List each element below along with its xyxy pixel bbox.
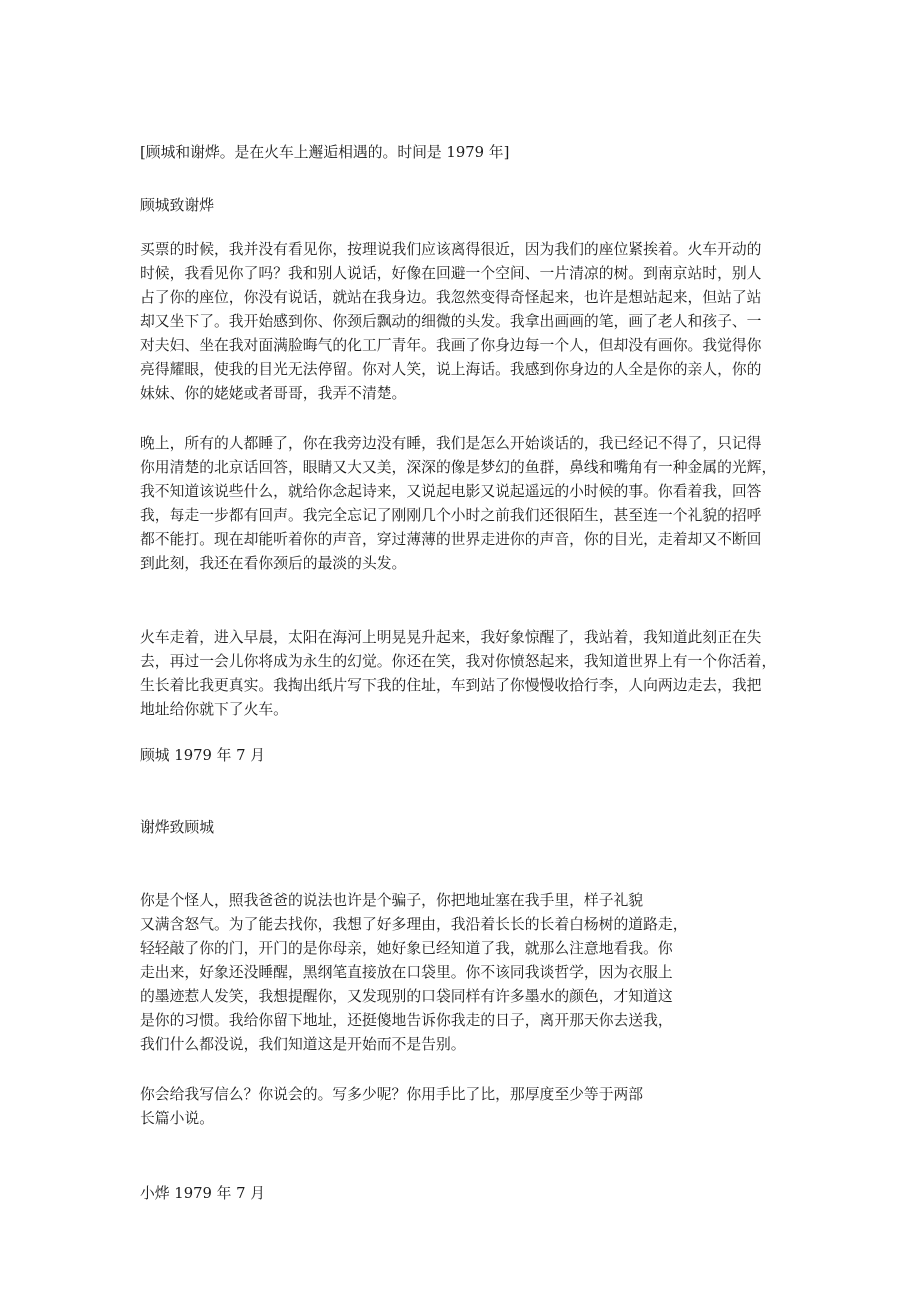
letter2-title: 谢烨致顾城 — [140, 819, 214, 836]
letter2-p1-line: 走出来，好象还没睡醒，黑纲笔直接放在口袋里。你不该同我谈哲学，因为衣服上 — [140, 964, 673, 981]
letter2-p1-line: 又满含怒气。为了能去找你，我想了好多理由，我沿着长长的长着白杨树的道路走， — [140, 916, 688, 933]
letter1-p2-line: 我，每走一步都有回声。我完全忘记了刚刚几个小时之前我们还很陌生，甚至连一个礼貌的招呼 — [140, 507, 762, 524]
letter2-signature: 小烨 1979 年 7 月 — [140, 1185, 266, 1202]
letter1-title: 顾城致谢烨 — [140, 197, 214, 214]
letter1-p3-line: 生长着比我更真实。我掏出纸片写下我的住址，车到站了你慢慢收拾行李，人向两边走去，我把 — [140, 677, 762, 694]
letter2-p1-line: 是你的习惯。我给你留下地址，还挺傻地告诉你我走的日子，离开那天你去送我， — [140, 1012, 673, 1029]
letter1-p2-line: 晚上，所有的人都睡了，你在我旁边没有睡，我们是怎么开始谈话的，我已经记不得了，只记得 — [140, 435, 762, 452]
letter2-p2-line: 你会给我写信么？你说会的。写多少呢？你用手比了比，那厚度至少等于两部 — [140, 1086, 644, 1103]
letter1-p1-line: 却又坐下了。我开始感到你、你颈后飘动的细微的头发。我拿出画画的笔，画了老人和孩子、一 — [140, 313, 762, 330]
letter1-p3-line: 去，再过一会儿你将成为永生的幻觉。你还在笑，我对你愤怒起来，我知道世界上有一个你活着， — [140, 653, 777, 670]
letter1-signature: 顾城 1979 年 7 月 — [140, 747, 266, 764]
letter1-p2-line: 你用清楚的北京话回答，眼睛又大又美，深深的像是梦幻的鱼群，鼻线和嘴角有一种金属的光辉， — [140, 459, 777, 476]
letter2-p1-line: 的墨迹惹人发笑，我想提醒你，又发现别的口袋同样有许多墨水的颜色，才知道这 — [140, 988, 673, 1005]
letter1-p1-line: 占了你的座位，你没有说话，就站在我身边。我忽然变得奇怪起来，也许是想站起来，但站了站 — [140, 289, 762, 306]
letter1-p2-line: 到此刻，我还在看你颈后的最淡的头发。 — [140, 555, 407, 572]
letter2-p1-line: 你是个怪人，照我爸爸的说法也许是个骗子，你把地址塞在我手里，样子礼貌 — [140, 892, 644, 909]
letter1-p3-line: 火车走着，进入早晨，太阳在海河上明晃晃升起来，我好象惊醒了，我站着，我知道此刻正在失 — [140, 629, 762, 646]
letter1-p1-line: 妹妹、你的姥姥或者哥哥，我弄不清楚。 — [140, 385, 407, 402]
letter1-p1-line: 时候，我看见你了吗？我和别人说话，好像在回避一个空间、一片清凉的树。到南京站时，别人 — [140, 265, 762, 282]
letter1-p1-line: 买票的时候，我并没有看见你，按理说我们应该离得很近，因为我们的座位紧挨着。火车开动的 — [140, 241, 762, 258]
letter1-p2-line: 我不知道该说些什么，就给你念起诗来，又说起电影又说起遥远的小时候的事。你看着我，回答 — [140, 483, 762, 500]
letter2-p2-line: 长篇小说。 — [140, 1110, 214, 1127]
letter1-p1-line: 亮得耀眼，使我的目光无法停留。你对人笑，说上海话。我感到你身边的人全是你的亲人，你的 — [140, 361, 762, 378]
letter1-p3-line: 地址给你就下了火车。 — [140, 701, 288, 718]
intro-note: [顾城和谢烨。是在火车上邂逅相遇的。时间是 1979 年] — [140, 144, 510, 161]
letter1-p2-line: 都不能打。现在却能听着你的声音，穿过薄薄的世界走进你的声音，你的目光，走着却又不断回 — [140, 531, 762, 548]
letter1-p1-line: 对夫妇、坐在我对面满脸晦气的化工厂青年。我画了你身边每一个人，但却没有画你。我觉得你 — [140, 337, 762, 354]
letter2-p1-line: 我们什么都没说，我们知道这是开始而不是告别。 — [140, 1036, 466, 1053]
letter2-p1-line: 轻轻敲了你的门，开门的是你母亲，她好象已经知道了我，就那么注意地看我。你 — [140, 940, 673, 957]
